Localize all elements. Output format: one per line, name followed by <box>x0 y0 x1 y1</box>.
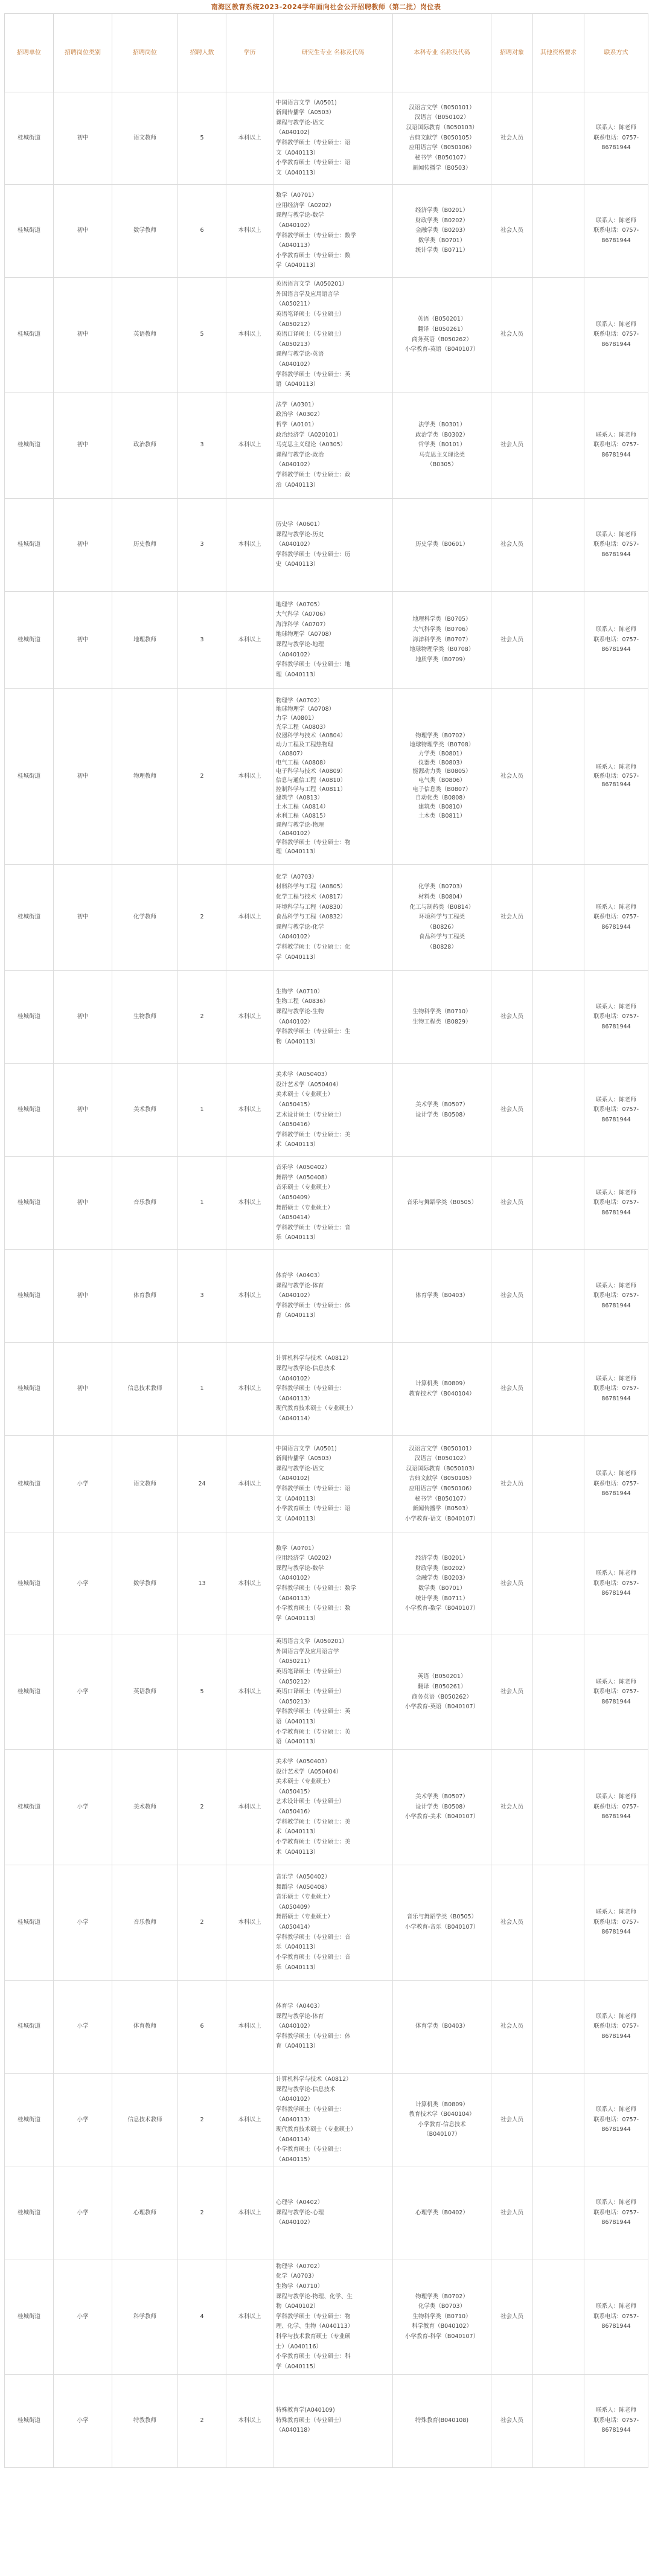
cell-grad-major: 物理学（A0702） 化学（A0703） 生物学（A0710） 课程与教学论-物理、化学、生 物（A040102） 学科教学硕士（专业硕士：物 理、化学、生物（A040113） 科学与技术教育硕士（专业硕 士）（A040116） 小学教育硕士（专业硕士：科 学（A040115） <box>273 2260 393 2374</box>
cell-contact: 联系人：陈老师 联系电话：0757- 86781944 <box>584 1750 648 1865</box>
cell-target: 社会人员 <box>491 1343 533 1436</box>
cell-grad-major: 计算机科学与技术（A0812） 课程与教学论-信息技术 （A040102） 学科教学硕士（专业硕士： （A040113） 现代教育技术硕士（专业硕士） （A040114） <box>273 1343 393 1436</box>
cell-unit: 桂城街道 <box>5 592 54 689</box>
cell-post: 体育教师 <box>112 1250 178 1343</box>
cell-grad-major: 物理学（A0702） 地球物理学（A0708） 力学（A0801） 光学工程（A0803） 仪器科学与技术（A0804） 动力工程及工程热物理 （A0807） 电气工程（A0808） 电子科学与技术（A0809） 信息与通信工程（A0810） 控制科学与工程（A0811） 建筑学（A0813） 土木工程（A0814） 水利工程（A0815） 课程与教学论-物理 （A040102） 学科教学硕士（专业硕士：物 理（A040113） <box>273 689 393 865</box>
cell-type: 小学 <box>54 1533 112 1635</box>
cell-target: 社会人员 <box>491 1064 533 1157</box>
cell-undergrad-major: 化学类（B0703） 材料类（B0804） 化工与制药类（B0814） 环境科学与工程类 （B0826） 食品科学与工程类 （B0828） <box>393 865 491 971</box>
cell-education: 本科以上 <box>226 92 273 185</box>
cell-unit: 桂城街道 <box>5 1981 54 2074</box>
cell-post: 美术教师 <box>112 1064 178 1157</box>
cell-number: 3 <box>178 392 226 499</box>
table-row <box>5 592 648 689</box>
table-row <box>5 1635 648 1750</box>
cell-type: 初中 <box>54 92 112 185</box>
cell-other-requirements <box>533 2260 584 2374</box>
cell-unit: 桂城街道 <box>5 1750 54 1865</box>
cell-education: 本科以上 <box>226 1981 273 2074</box>
cell-education: 本科以上 <box>226 1635 273 1750</box>
cell-number: 1 <box>178 1157 226 1250</box>
cell-target: 社会人员 <box>491 1250 533 1343</box>
cell-contact: 联系人：陈老师 联系电话：0757- 86781944 <box>584 392 648 499</box>
cell-other-requirements <box>533 971 584 1064</box>
table-row <box>5 1064 648 1157</box>
table-header-row <box>5 14 648 92</box>
cell-post: 物理教师 <box>112 689 178 865</box>
cell-number: 5 <box>178 92 226 185</box>
cell-undergrad-major: 美术学类（B0507） 设计学类（B0508） 小学教育-美术（B040107） <box>393 1750 491 1865</box>
cell-unit: 桂城街道 <box>5 92 54 185</box>
cell-other-requirements <box>533 865 584 971</box>
table-row <box>5 1981 648 2074</box>
cell-post: 特教教师 <box>112 2374 178 2467</box>
cell-undergrad-major: 体育学类（B0403） <box>393 1250 491 1343</box>
cell-contact: 联系人：陈老师 联系电话：0757- 86781944 <box>584 1064 648 1157</box>
cell-type: 小学 <box>54 1750 112 1865</box>
cell-contact: 联系人：陈老师 联系电话：0757- 86781944 <box>584 592 648 689</box>
cell-undergrad-major: 生物科学类（B0710） 生物工程类（B0829） <box>393 971 491 1064</box>
cell-number: 5 <box>178 1635 226 1750</box>
table-row <box>5 2260 648 2374</box>
cell-post: 政治教师 <box>112 392 178 499</box>
cell-unit: 桂城街道 <box>5 1157 54 1250</box>
cell-post: 英语教师 <box>112 1635 178 1750</box>
cell-post: 数学教师 <box>112 185 178 278</box>
cell-target: 社会人员 <box>491 499 533 592</box>
cell-type: 初中 <box>54 278 112 392</box>
cell-target: 社会人员 <box>491 1157 533 1250</box>
table-row <box>5 499 648 592</box>
table-row <box>5 1157 648 1250</box>
cell-grad-major: 历史学（A0601） 课程与教学论-历史 （A040102） 学科教学硕士（专业硕士：历 史（A040113） <box>273 499 393 592</box>
cell-number: 5 <box>178 278 226 392</box>
header-education: 学历 <box>226 14 273 92</box>
cell-education: 本科以上 <box>226 1533 273 1635</box>
cell-education: 本科以上 <box>226 971 273 1064</box>
cell-grad-major: 计算机科学与技术（A0812） 课程与教学论-信息技术 （A040102） 学科教学硕士（专业硕士： （A040113） 现代教育技术硕士（专业硕士） （A040114） 小学教育硕士（专业硕士： （A040115） <box>273 2074 393 2167</box>
cell-number: 2 <box>178 1865 226 1981</box>
cell-type: 初中 <box>54 865 112 971</box>
cell-education: 本科以上 <box>226 1064 273 1157</box>
cell-target: 社会人员 <box>491 592 533 689</box>
cell-target: 社会人员 <box>491 92 533 185</box>
cell-education: 本科以上 <box>226 689 273 865</box>
cell-contact: 联系人：陈老师 联系电话：0757- 86781944 <box>584 1981 648 2074</box>
cell-unit: 桂城街道 <box>5 278 54 392</box>
cell-post: 音乐教师 <box>112 1865 178 1981</box>
cell-type: 初中 <box>54 592 112 689</box>
positions-table <box>4 13 648 2468</box>
cell-type: 小学 <box>54 2074 112 2167</box>
cell-target: 社会人员 <box>491 278 533 392</box>
cell-unit: 桂城街道 <box>5 499 54 592</box>
table-row <box>5 1436 648 1533</box>
cell-unit: 桂城街道 <box>5 1533 54 1635</box>
cell-number: 2 <box>178 865 226 971</box>
table-row <box>5 278 648 392</box>
table-row <box>5 689 648 865</box>
cell-target: 社会人员 <box>491 1865 533 1981</box>
cell-other-requirements <box>533 278 584 392</box>
cell-unit: 桂城街道 <box>5 971 54 1064</box>
cell-number: 24 <box>178 1436 226 1533</box>
cell-number: 2 <box>178 689 226 865</box>
cell-unit: 桂城街道 <box>5 2167 54 2260</box>
cell-number: 1 <box>178 1064 226 1157</box>
cell-contact: 联系人：陈老师 联系电话：0757- 86781944 <box>584 865 648 971</box>
cell-unit: 桂城街道 <box>5 392 54 499</box>
cell-other-requirements <box>533 2374 584 2467</box>
cell-type: 小学 <box>54 2260 112 2374</box>
cell-education: 本科以上 <box>226 2374 273 2467</box>
cell-type: 初中 <box>54 1343 112 1436</box>
cell-grad-major: 英语语言文学（A050201） 外国语言学及应用语言学 （A050211） 英语笔译硕士（专业硕士） （A050212） 英语口译硕士（专业硕士） （A050213） 课程与教学论-英语 （A040102） 学科教学硕士（专业硕士：英 语（A040113） <box>273 278 393 392</box>
cell-undergrad-major: 计算机类（B0809） 教育技术学（B040104） <box>393 1343 491 1436</box>
cell-contact: 联系人：陈老师 联系电话：0757- 86781944 <box>584 2074 648 2167</box>
cell-other-requirements <box>533 185 584 278</box>
cell-education: 本科以上 <box>226 185 273 278</box>
cell-undergrad-major: 英语（B050201） 翻译（B050261） 商务英语（B050262） 小学教育-英语（B040107） <box>393 278 491 392</box>
cell-education: 本科以上 <box>226 592 273 689</box>
cell-number: 2 <box>178 1750 226 1865</box>
cell-type: 小学 <box>54 1436 112 1533</box>
cell-other-requirements <box>533 2167 584 2260</box>
cell-education: 本科以上 <box>226 1750 273 1865</box>
cell-target: 社会人员 <box>491 2260 533 2374</box>
cell-education: 本科以上 <box>226 1343 273 1436</box>
table-row <box>5 971 648 1064</box>
cell-target: 社会人员 <box>491 1981 533 2074</box>
cell-contact: 联系人：陈老师 联系电话：0757- 86781944 <box>584 92 648 185</box>
cell-other-requirements <box>533 689 584 865</box>
cell-other-requirements <box>533 1981 584 2074</box>
cell-education: 本科以上 <box>226 2260 273 2374</box>
cell-type: 小学 <box>54 1981 112 2074</box>
cell-contact: 联系人：陈老师 联系电话：0757- 86781944 <box>584 1157 648 1250</box>
cell-grad-major: 数学（A0701） 应用经济学（A0202） 课程与教学论-数学 （A040102） 学科教学硕士（专业硕士：数学 （A040113） 小学教育硕士（专业硕士：数 学（A040113） <box>273 1533 393 1635</box>
cell-number: 2 <box>178 2374 226 2467</box>
header-number: 招聘人数 <box>178 14 226 92</box>
cell-number: 4 <box>178 2260 226 2374</box>
cell-grad-major: 英语语言文学（A050201） 外国语言学及应用语言学 （A050211） 英语笔译硕士（专业硕士） （A050212） 英语口译硕士（专业硕士） （A050213） 学科教学硕士（专业硕士：英 语（A040113） 小学教育硕士（专业硕士：英 语（A040113） <box>273 1635 393 1750</box>
cell-unit: 桂城街道 <box>5 689 54 865</box>
header-type: 招聘岗位类别 <box>54 14 112 92</box>
cell-post: 历史教师 <box>112 499 178 592</box>
cell-contact: 联系人：陈老师 联系电话：0757- 86781944 <box>584 1343 648 1436</box>
cell-type: 小学 <box>54 1865 112 1981</box>
cell-post: 数学教师 <box>112 1533 178 1635</box>
cell-post: 音乐教师 <box>112 1157 178 1250</box>
cell-grad-major: 地理学（A0705） 大气科学（A0706） 海洋科学（A0707） 地球物理学（A0708） 课程与教学论-地理 （A040102） 学科教学硕士（专业硕士：地 理（A040113） <box>273 592 393 689</box>
cell-other-requirements <box>533 1635 584 1750</box>
cell-target: 社会人员 <box>491 1635 533 1750</box>
cell-grad-major: 中国语言文学（A0501) 新闻传播学（A0503） 课程与教学论-语文 （A040102) 学科教学硕士（专业硕士：语 文（A040113） 小学教育硕士（专业硕士：语 文（A040113） <box>273 92 393 185</box>
cell-type: 初中 <box>54 971 112 1064</box>
cell-education: 本科以上 <box>226 1865 273 1981</box>
table-row <box>5 2374 648 2467</box>
cell-post: 信息技术教师 <box>112 2074 178 2167</box>
cell-grad-major: 音乐学（A050402） 舞蹈学（A050408） 音乐硕士（专业硕士） （A050409） 舞蹈硕士（专业硕士） （A050414） 学科教学硕士（专业硕士：音 乐（A040113） <box>273 1157 393 1250</box>
cell-post: 科学教师 <box>112 2260 178 2374</box>
table-row <box>5 1865 648 1981</box>
cell-unit: 桂城街道 <box>5 1436 54 1533</box>
cell-unit: 桂城街道 <box>5 1343 54 1436</box>
cell-number: 13 <box>178 1533 226 1635</box>
cell-post: 化学教师 <box>112 865 178 971</box>
cell-contact: 联系人：陈老师 联系电话：0757- 86781944 <box>584 2374 648 2467</box>
cell-grad-major: 体育学（A0403） 课程与教学论-体育 （A040102） 学科教学硕士（专业硕士：体 育（A040113） <box>273 1981 393 2074</box>
cell-education: 本科以上 <box>226 1250 273 1343</box>
cell-undergrad-major: 历史学类（B0601） <box>393 499 491 592</box>
cell-number: 2 <box>178 2074 226 2167</box>
cell-education: 本科以上 <box>226 1157 273 1250</box>
cell-undergrad-major: 经济学类（B0201） 财政学类（B0202） 金融学类（B0203） 数学类（B0701） 统计学类（B0711） 小学教育-数学（B040107） <box>393 1533 491 1635</box>
cell-other-requirements <box>533 1533 584 1635</box>
cell-target: 社会人员 <box>491 971 533 1064</box>
table-row <box>5 1750 648 1865</box>
cell-undergrad-major: 音乐与舞蹈学类（B0505） 小学教育-音乐（B040107） <box>393 1865 491 1981</box>
cell-education: 本科以上 <box>226 2167 273 2260</box>
cell-grad-major: 中国语言文学（A0501) 新闻传播学（A0503） 课程与教学论-语文 （A040102) 学科教学硕士（专业硕士：语 文（A040113） 小学教育硕士（专业硕士：语 文（A040113） <box>273 1436 393 1533</box>
table-row <box>5 185 648 278</box>
cell-grad-major: 法学（A0301） 政治学（A0302） 哲学（A0101） 政治经济学（A020101） 马克思主义理论（A0305） 课程与教学论-政治 （A040102） 学科教学硕士（专业硕士：政 治（A040113） <box>273 392 393 499</box>
cell-number: 3 <box>178 499 226 592</box>
cell-undergrad-major: 物理学类（B0702） 化学类（B0703） 生物科学类（B0710） 科学教育（B040102） 小学教育-科学（B040107） <box>393 2260 491 2374</box>
cell-other-requirements <box>533 1865 584 1981</box>
cell-undergrad-major: 法学类（B0301） 政治学类（B0302） 哲学类（B0101） 马克思主义理论类 （B0305） <box>393 392 491 499</box>
cell-contact: 联系人：陈老师 联系电话：0757- 86781944 <box>584 1865 648 1981</box>
cell-unit: 桂城街道 <box>5 865 54 971</box>
cell-post: 语文教师 <box>112 1436 178 1533</box>
cell-post: 体育教师 <box>112 1981 178 2074</box>
cell-contact: 联系人：陈老师 联系电话：0757- 86781944 <box>584 1635 648 1750</box>
cell-grad-major: 体育学（A0403） 课程与教学论-体育 （A040102） 学科教学硕士（专业硕士：体 育（A040113） <box>273 1250 393 1343</box>
cell-unit: 桂城街道 <box>5 2074 54 2167</box>
table-row <box>5 2167 648 2260</box>
table-row <box>5 1250 648 1343</box>
cell-education: 本科以上 <box>226 865 273 971</box>
cell-other-requirements <box>533 1157 584 1250</box>
cell-contact: 联系人：陈老师 联系电话：0757- 86781944 <box>584 278 648 392</box>
header-contact: 联系方式 <box>584 14 648 92</box>
cell-type: 初中 <box>54 689 112 865</box>
cell-unit: 桂城街道 <box>5 1064 54 1157</box>
table-row <box>5 865 648 971</box>
cell-number: 6 <box>178 185 226 278</box>
cell-grad-major: 化学（A0703） 材料科学与工程（A0805） 化学工程与技术（A0817） 环境科学与工程（A0830） 食品科学与工程（A0832） 课程与教学论-化学 （A040102） 学科教学硕士（专业硕士：化 学（A040113） <box>273 865 393 971</box>
cell-other-requirements <box>533 2074 584 2167</box>
cell-grad-major: 数学（A0701） 应用经济学（A0202） 课程与教学论-数学 （A040102） 学科教学硕士（专业硕士：数学 （A040113） 小学教育硕士（专业硕士：数 学（A040113） <box>273 185 393 278</box>
cell-target: 社会人员 <box>491 1533 533 1635</box>
cell-contact: 联系人：陈老师 联系电话：0757- 86781944 <box>584 689 648 865</box>
cell-type: 初中 <box>54 185 112 278</box>
cell-contact: 联系人：陈老师 联系电话：0757- 86781944 <box>584 1250 648 1343</box>
cell-unit: 桂城街道 <box>5 185 54 278</box>
cell-unit: 桂城街道 <box>5 2260 54 2374</box>
cell-target: 社会人员 <box>491 392 533 499</box>
cell-unit: 桂城街道 <box>5 1250 54 1343</box>
cell-post: 地理教师 <box>112 592 178 689</box>
cell-number: 2 <box>178 2167 226 2260</box>
table-row <box>5 1533 648 1635</box>
cell-post: 英语教师 <box>112 278 178 392</box>
cell-other-requirements <box>533 1064 584 1157</box>
cell-target: 社会人员 <box>491 2167 533 2260</box>
cell-grad-major: 美术学（A050403） 设计艺术学（A050404） 美术硕士（专业硕士） （A050415） 艺术设计硕士（专业硕士） （A050416） 学科教学硕士（专业硕士：美 术（A040113） <box>273 1064 393 1157</box>
cell-undergrad-major: 美术学类（B0507） 设计学类（B0508） <box>393 1064 491 1157</box>
cell-target: 社会人员 <box>491 1750 533 1865</box>
header-undergrad-major: 本科专业 名称及代码 <box>393 14 491 92</box>
cell-other-requirements <box>533 499 584 592</box>
cell-grad-major: 生物学（A0710） 生物工程（A0836） 课程与教学论-生物 （A040102） 学科教学硕士（专业硕士：生 物（A040113） <box>273 971 393 1064</box>
cell-type: 初中 <box>54 499 112 592</box>
page-title: 南海区教育系统2023-2024学年面向社会公开招聘教师（第二批）岗位表 <box>211 3 441 11</box>
cell-target: 社会人员 <box>491 1436 533 1533</box>
cell-type: 初中 <box>54 1157 112 1250</box>
cell-contact: 联系人：陈老师 联系电话：0757- 86781944 <box>584 1533 648 1635</box>
cell-other-requirements <box>533 1250 584 1343</box>
table-row <box>5 92 648 185</box>
cell-post: 语文教师 <box>112 92 178 185</box>
cell-number: 3 <box>178 1250 226 1343</box>
cell-target: 社会人员 <box>491 185 533 278</box>
cell-grad-major: 美术学（A050403） 设计艺术学（A050404） 美术硕士（专业硕士） （A050415） 艺术设计硕士（专业硕士） （A050416） 学科教学硕士（专业硕士：美 术（A040113） 小学教育硕士（专业硕士：美 术（A040113） <box>273 1750 393 1865</box>
cell-undergrad-major: 计算机类（B0809） 教育技术学（B040104） 小学教育-信息技术 （B040107） <box>393 2074 491 2167</box>
cell-other-requirements <box>533 592 584 689</box>
cell-target: 社会人员 <box>491 865 533 971</box>
cell-unit: 桂城街道 <box>5 1865 54 1981</box>
cell-grad-major: 心理学（A0402） 课程与教学论-心理 （A040102） <box>273 2167 393 2260</box>
cell-other-requirements <box>533 1750 584 1865</box>
cell-post: 美术教师 <box>112 1750 178 1865</box>
cell-type: 小学 <box>54 2167 112 2260</box>
cell-undergrad-major: 汉语言文学（B050101） 汉语言（B050102） 汉语国际教育（B050103） 古典文献学（B050105） 应用语言学（B050106） 秘书学（B050107） 新闻传播学（B0503） <box>393 92 491 185</box>
cell-education: 本科以上 <box>226 499 273 592</box>
cell-number: 6 <box>178 1981 226 2074</box>
cell-contact: 联系人：陈老师 联系电话：0757- 86781944 <box>584 185 648 278</box>
cell-number: 1 <box>178 1343 226 1436</box>
cell-education: 本科以上 <box>226 392 273 499</box>
cell-contact: 联系人：陈老师 联系电话：0757- 86781944 <box>584 2167 648 2260</box>
header-unit: 招聘单位 <box>5 14 54 92</box>
cell-post: 生物教师 <box>112 971 178 1064</box>
cell-number: 3 <box>178 592 226 689</box>
cell-undergrad-major: 汉语言文学（B050101） 汉语言（B050102） 汉语国际教育（B050103） 古典文献学（B050105） 应用语言学（B050106） 秘书学（B050107） 新闻传播学（B0503） 小学教育-语文（B040107） <box>393 1436 491 1533</box>
header-post: 招聘岗位 <box>112 14 178 92</box>
cell-grad-major: 音乐学（A050402） 舞蹈学（A050408） 音乐硕士（专业硕士） （A050409） 舞蹈硕士（专业硕士） （A050414） 学科教学硕士（专业硕士：音 乐（A040113） 小学教育硕士（专业硕士：音 乐（A040113） <box>273 1865 393 1981</box>
cell-other-requirements <box>533 92 584 185</box>
cell-undergrad-major: 体育学类（B0403） <box>393 1981 491 2074</box>
cell-undergrad-major: 经济学类（B0201） 财政学类（B0202） 金融学类（B0203） 数学类（B0701） 统计学类（B0711） <box>393 185 491 278</box>
cell-undergrad-major: 物理学类（B0702） 地球物理学类（B0708） 力学类（B0801） 仪器类（B0803） 能源动力类（B0805） 电气类（B0806） 电子信息类（B0807） 自动化类（B0808） 建筑类（B0810） 土木类（B0811） <box>393 689 491 865</box>
cell-education: 本科以上 <box>226 278 273 392</box>
cell-target: 社会人员 <box>491 689 533 865</box>
cell-education: 本科以上 <box>226 2074 273 2167</box>
cell-contact: 联系人：陈老师 联系电话：0757- 86781944 <box>584 499 648 592</box>
cell-undergrad-major: 心理学类（B0402） <box>393 2167 491 2260</box>
cell-undergrad-major: 音乐与舞蹈学类（B0505） <box>393 1157 491 1250</box>
cell-post: 信息技术教师 <box>112 1343 178 1436</box>
cell-type: 初中 <box>54 1250 112 1343</box>
cell-unit: 桂城街道 <box>5 2374 54 2467</box>
cell-undergrad-major: 特殊教育(B040108) <box>393 2374 491 2467</box>
cell-other-requirements <box>533 392 584 499</box>
cell-type: 初中 <box>54 1064 112 1157</box>
cell-number: 2 <box>178 971 226 1064</box>
header-grad-major: 研究生专业 名称及代码 <box>273 14 393 92</box>
cell-grad-major: 特殊教育学(A040109) 特殊教育硕士（专业硕士） （A040118） <box>273 2374 393 2467</box>
cell-contact: 联系人：陈老师 联系电话：0757- 86781944 <box>584 1436 648 1533</box>
cell-other-requirements <box>533 1436 584 1533</box>
header-target: 招聘对象 <box>491 14 533 92</box>
cell-undergrad-major: 英语（B050201） 翻译（B050261） 商务英语（B050262） 小学教育-英语（B040107） <box>393 1635 491 1750</box>
cell-education: 本科以上 <box>226 1436 273 1533</box>
cell-target: 社会人员 <box>491 2374 533 2467</box>
cell-undergrad-major: 地理科学类（B0705） 大气科学类（B0706） 海洋科学类（B0707） 地球物理学类（B0708） 地质学类（B0709） <box>393 592 491 689</box>
header-other-requirements: 其他资格要求 <box>533 14 584 92</box>
cell-post: 心理教师 <box>112 2167 178 2260</box>
cell-target: 社会人员 <box>491 2074 533 2167</box>
cell-type: 初中 <box>54 392 112 499</box>
table-row <box>5 392 648 499</box>
cell-unit: 桂城街道 <box>5 1635 54 1750</box>
table-row <box>5 1343 648 1436</box>
table-row <box>5 2074 648 2167</box>
cell-other-requirements <box>533 1343 584 1436</box>
cell-type: 小学 <box>54 1635 112 1750</box>
cell-contact: 联系人：陈老师 联系电话：0757- 86781944 <box>584 971 648 1064</box>
cell-contact: 联系人：陈老师 联系电话：0757- 86781944 <box>584 2260 648 2374</box>
cell-type: 小学 <box>54 2374 112 2467</box>
